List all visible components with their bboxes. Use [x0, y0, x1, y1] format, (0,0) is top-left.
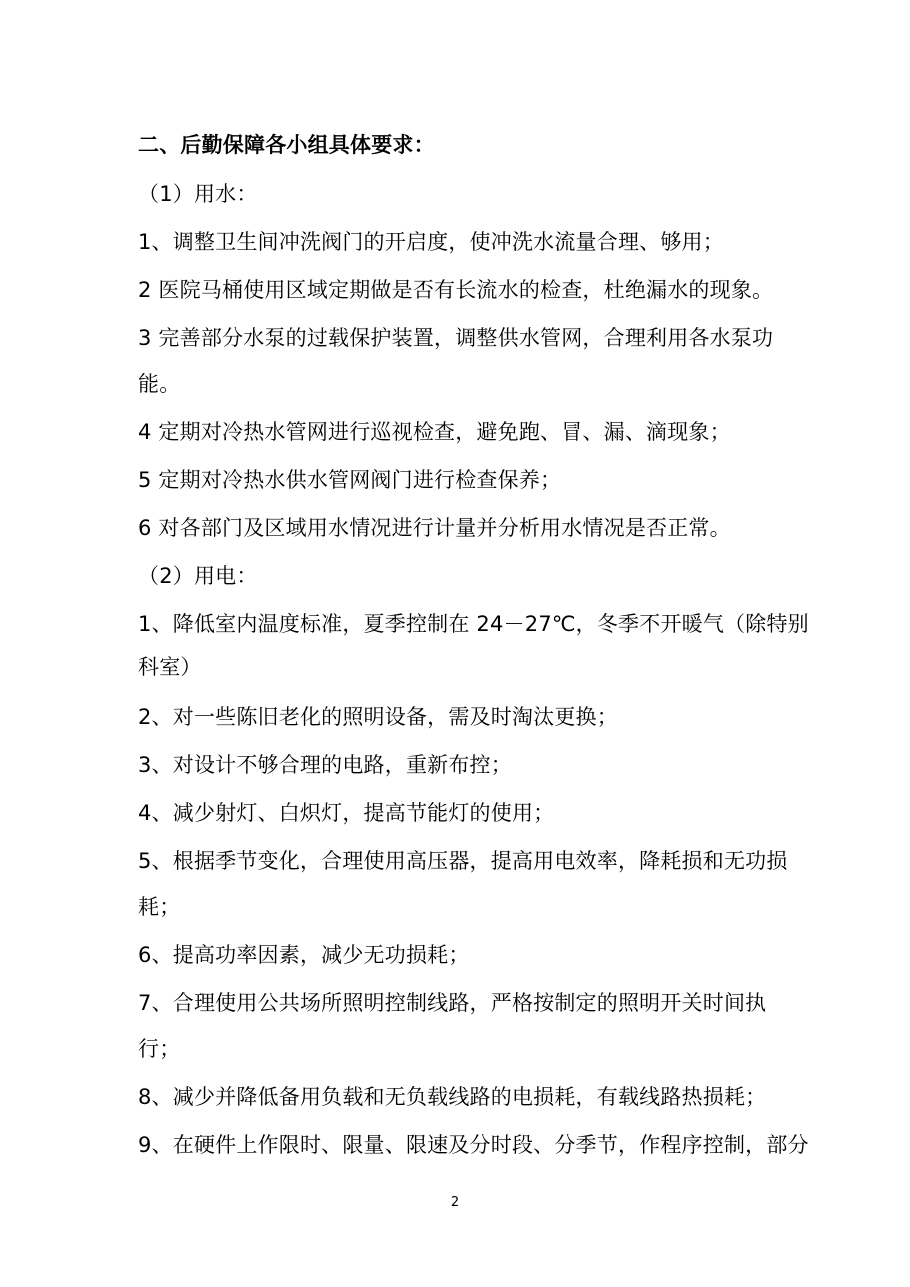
electricity-item-7-continued: 行；: [138, 1037, 181, 1061]
electricity-subsection-title: （2）用电：: [138, 564, 258, 588]
water-subsection-title: （1）用水：: [138, 182, 258, 206]
water-item-1: 1、调整卫生间冲洗阀门的开启度，使冲洗水流量合理、够用；: [138, 230, 724, 254]
water-item-3: 3 完善部分水泵的过载保护装置，调整供水管网，合理利用各水泵功: [138, 326, 774, 350]
water-item-6: 6 对各部门及区域用水情况进行计量并分析用水情况是否正常。: [138, 516, 731, 540]
electricity-item-6: 6、提高功率因素，减少无功损耗；: [138, 943, 470, 967]
water-item-3-continued: 能。: [138, 372, 181, 396]
section-heading: 二、后勤保障各小组具体要求：: [138, 133, 435, 157]
electricity-item-8: 8、减少并降低备用负载和无负载线路的电损耗，有载线路热损耗；: [138, 1085, 767, 1109]
electricity-item-7: 7、合理使用公共场所照明控制线路，严格按制定的照明开关时间执: [138, 991, 767, 1015]
page-number: 2: [450, 1195, 460, 1210]
water-item-5: 5 定期对冷热水供水管网阀门进行检查保养；: [138, 468, 562, 492]
electricity-item-5: 5、根据季节变化，合理使用高压器，提高用电效率，降耗损和无功损: [138, 849, 788, 873]
electricity-item-2: 2、对一些陈旧老化的照明设备，需及时淘汰更换；: [138, 705, 618, 729]
electricity-item-5-continued: 耗；: [138, 895, 181, 919]
water-item-2: 2 医院马桶使用区域定期做是否有长流水的检查，杜绝漏水的现象。: [138, 278, 774, 302]
electricity-item-9: 9、在硬件上作限时、限量、限速及分时段、分季节，作程序控制，部分: [138, 1133, 809, 1157]
electricity-item-1: 1、降低室内温度标准，夏季控制在 24－27℃，冬季不开暖气（除特别: [138, 612, 809, 636]
electricity-item-4: 4、减少射灯、白炽灯，提高节能灯的使用；: [138, 801, 555, 825]
electricity-item-1-continued: 科室）: [138, 655, 202, 679]
water-item-4: 4 定期对冷热水管网进行巡视检查，避免跑、冒、漏、滴现象；: [138, 420, 731, 444]
electricity-item-3: 3、对设计不够合理的电路，重新布控；: [138, 753, 512, 777]
